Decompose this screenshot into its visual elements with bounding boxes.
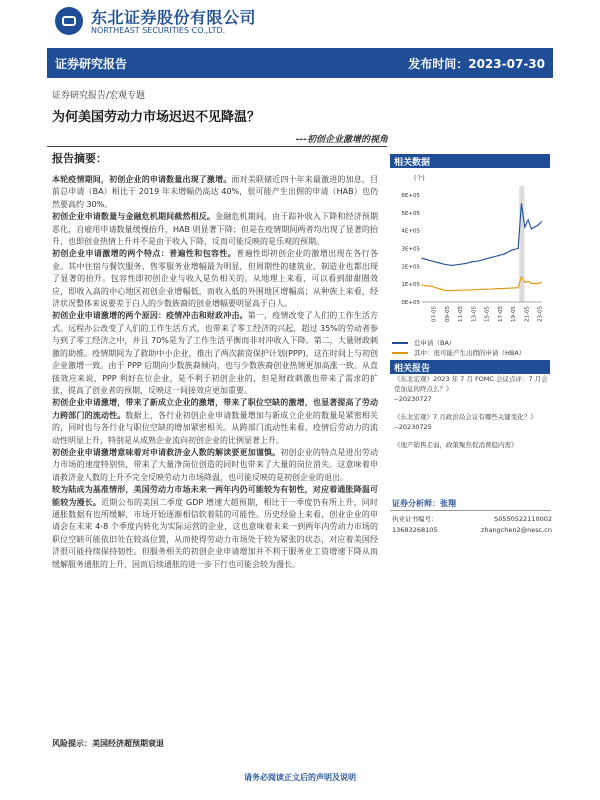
company-logo-icon bbox=[55, 7, 83, 35]
data-point bbox=[438, 262, 439, 263]
analyst-divider bbox=[390, 510, 550, 511]
paragraph bbox=[52, 211, 378, 248]
data-point bbox=[421, 258, 422, 259]
data-point bbox=[458, 290, 459, 291]
data-point bbox=[531, 283, 532, 284]
data-point bbox=[504, 253, 505, 254]
related-data-header bbox=[390, 154, 550, 168]
data-point bbox=[425, 285, 426, 286]
data-point bbox=[511, 250, 512, 251]
data-point bbox=[527, 219, 528, 220]
y-tick-label: 0E+05 bbox=[401, 300, 420, 306]
footer-disclaimer: 请务必阅读正文后的声明及说明 bbox=[244, 773, 356, 782]
related-data-label: 相关数据 bbox=[394, 158, 431, 168]
analyst-email[interactable]: zhangchen2@nesc.cn bbox=[480, 526, 552, 534]
data-point bbox=[484, 289, 485, 290]
x-tick-label: 11-05 bbox=[458, 306, 465, 322]
analyst-contact-row bbox=[392, 525, 552, 536]
x-tick-label: 13-05 bbox=[471, 306, 478, 322]
data-point bbox=[421, 284, 422, 285]
data-point bbox=[537, 225, 538, 226]
data-point bbox=[431, 286, 432, 287]
y-tick-label: 1E+05 bbox=[401, 282, 420, 289]
data-point bbox=[498, 288, 499, 289]
publish-date: 发布时间：2023-07-30 bbox=[408, 57, 545, 71]
paragraph-lead: 本轮疫情期间，初创企业的申请数量出现了激增。 bbox=[52, 175, 232, 184]
data-point bbox=[478, 260, 479, 261]
related-reports-list bbox=[394, 374, 554, 458]
related-report-item[interactable] bbox=[394, 412, 554, 432]
paragraph bbox=[52, 248, 378, 310]
analyst-cert-row bbox=[392, 514, 552, 525]
summary-heading: 报告摘要： bbox=[52, 152, 107, 165]
related-report-date: --20230725 bbox=[394, 423, 432, 431]
x-tick-label: 07-05 bbox=[431, 306, 438, 322]
company-logo bbox=[55, 4, 295, 40]
data-point bbox=[445, 264, 446, 265]
related-report-title[interactable]: 《地产销售走弱，政策聚焦促消费稳内需》 bbox=[394, 441, 518, 449]
report-body bbox=[52, 174, 378, 774]
data-point bbox=[425, 259, 426, 260]
analyst-cert-label: 执业证书编号： bbox=[392, 515, 438, 523]
x-tick-label: 23-05 bbox=[537, 306, 544, 322]
x-tick-label: 19-05 bbox=[511, 306, 518, 322]
chart-legend bbox=[392, 338, 552, 358]
y-tick-label: 3E+05 bbox=[401, 246, 420, 253]
related-report-title[interactable]: 《东北宏观》2023 年 7 月 FOMC 会议点评：7 月会是加息的终点么？》 bbox=[394, 375, 548, 393]
related-report-item[interactable] bbox=[394, 374, 554, 404]
related-report-title[interactable]: 《东北宏观》7 月政治局会议有哪些关键变化？》 bbox=[394, 413, 537, 421]
data-point bbox=[458, 264, 459, 265]
data-point bbox=[471, 261, 472, 262]
analyst-name: 证券分析师：张翔 bbox=[392, 499, 456, 508]
legend-swatch bbox=[392, 342, 408, 344]
data-point bbox=[451, 265, 452, 266]
data-point bbox=[464, 289, 465, 290]
data-point bbox=[524, 282, 525, 283]
data-point bbox=[498, 255, 499, 256]
y-tick-label: 5E+05 bbox=[401, 210, 420, 217]
paragraph bbox=[52, 484, 378, 571]
y-unit-label: (个) bbox=[414, 175, 425, 182]
related-report-date: --20230727 bbox=[394, 395, 432, 403]
data-point bbox=[511, 287, 512, 288]
data-point bbox=[534, 283, 535, 284]
paragraph-text: 金融危机期间，由于踪补收入下降和经济预期恶化，自雇用申请数量缓慢抬升，HAB 则显著下降；但是在疫情期间两者均出现了显著的抬升，也即创业热情上升并不是由于收入下降，反而可能反映的是乐观的预期。 bbox=[52, 212, 378, 247]
analyst-info bbox=[392, 514, 552, 536]
data-point bbox=[451, 290, 452, 291]
section-divider bbox=[47, 146, 387, 147]
report-banner bbox=[47, 48, 553, 78]
x-tick-label: 09-05 bbox=[444, 306, 451, 322]
data-point bbox=[491, 288, 492, 289]
data-point bbox=[464, 263, 465, 264]
data-point bbox=[518, 287, 519, 288]
data-point bbox=[431, 260, 432, 261]
legend-swatch bbox=[392, 352, 408, 354]
x-tick-label: 21-05 bbox=[524, 306, 531, 322]
legend-label: 总申请（BA） bbox=[414, 339, 456, 347]
analyst-phone: 13683268105 bbox=[392, 526, 438, 534]
paragraph-lead: 较为陆成为基准情形，美国劳动力市场未来一两年内仍可能较为有韧性，对应着通胀降温可能较为漫长。 bbox=[52, 485, 378, 507]
report-subtitle: ---初创企业激增的视角 bbox=[295, 135, 388, 145]
x-tick-label: 15-05 bbox=[484, 306, 491, 322]
company-name-en: NORTHEAST SECURITIES CO.,LTD. bbox=[91, 26, 226, 35]
related-report-item[interactable] bbox=[394, 440, 554, 450]
paragraph-text: 初创企业的特点是进出劳动力市场的速度特别快，带来了大量净岗位创造的同时也带来了大量的岗位消失。这意味着申请救济金人数的上升不完全反映劳动力市场降温，也可能反映的是初创企业的退出。 bbox=[52, 447, 378, 482]
data-point bbox=[518, 248, 519, 249]
data-point bbox=[527, 281, 528, 282]
risk-note: 风险提示：美国经济超预期衰退 bbox=[52, 739, 164, 748]
legend-label: 其中：很可能产生出佣的申请（HBA） bbox=[414, 349, 526, 357]
paragraph-text: 数据上，各行业初创企业申请数量增加与新成立企业的数量是紧密相关的，同时也与各行业与职位空缺的增加紧密相关。从跨部门流动性来看，疫情后劳动力的流动性明显上升，特别是从成熟企业流向初创企业的比例显著上升。 bbox=[52, 410, 378, 445]
paragraph-lead: 初创企业申请激增意味着对申请救济金人数的解读要更加谨慎。 bbox=[52, 447, 281, 457]
legend-item bbox=[392, 338, 552, 348]
data-point bbox=[471, 289, 472, 290]
data-point bbox=[478, 289, 479, 290]
breadcrumb: 证券研究报告/宏观专题 bbox=[52, 91, 146, 101]
paragraph bbox=[52, 447, 378, 484]
paragraph-text: 近期公布的美国二季度 GDP 增速大超预期，相比于一季度仍有所上升，同时通胀数据有也所缓解，市场开始逐渐相信软着陆的可能性。历史经验上来看，创业企业的申请会在未来 4-8 个季度内转化为实际运营的企业，这也意味着未来一到两年内劳动力市场的职位空缺可能依旧处在较高位置，从而使得劳动力市场处于较为紧张的状态，对应着美国经济很可能持续保持韧性。但服务相关的初创企业申请增加并不利于服务业工资增速下降从而缓解服务通胀的上升，因而后续通胀的进一步下行也可能会较为漫长。 bbox=[52, 497, 378, 569]
data-point bbox=[537, 283, 538, 284]
paragraph-text: 第一，疫情改变了人们的工作生活方式。远程办公改变了人们的工作生活方式，也带来了零工经济的兴起，超过 35%的劳动者参与到了零工经济之中，并且 70%是为了工作生活平衡而非对冲收入下降。第二，大量财政刺激的助推。疫情期间为了救助中小企业，推出了两次薪资保护计划(PPP)，这在时间上与初创企业激增一致。由于 PPP 后期向少数族裔倾向，也与少数族裔创业热情更加高涨一致。从直接效应来说，PPP 利好在位企业，是不利于初创企业的，但是财政刺激也带来了需求的扩张，提高了创业者的预期，反映这一间接效应更加重要。 bbox=[52, 311, 378, 395]
data-point bbox=[521, 203, 522, 204]
paragraph-text: 普遍性即初创企业的激增出现在各行各业。其中住宿与餐饮服务、售零服务业增幅最为明显，但周期性的建筑业、制造业也都出现了显著的抬升。包容性即初创企业与收入是负相关的。从地理上来看，可以看到甜甜圈效应，即收入高的中心地区初创企业增幅低，而收入低的外围地区增幅高；从种族上来看，经济状况整体来说要差于白人的少数族裔的创业增幅要明显高于白人。 bbox=[52, 249, 378, 309]
report-title: 为何美国劳动力市场迟迟不见降温？ bbox=[52, 110, 261, 125]
paragraph-lead: 初创企业申请激增，带来了新成立企业的激增，带来了职位空缺的激增，也显著提高了劳动力跨部门的流动性。 bbox=[52, 398, 378, 420]
data-point bbox=[491, 257, 492, 258]
data-point bbox=[531, 228, 532, 229]
paragraph-lead: 初创企业申请激增的两个原因：疫情冲击和财政冲击。 bbox=[52, 311, 248, 321]
data-point bbox=[445, 290, 446, 291]
y-tick-label: 2E+05 bbox=[401, 264, 420, 271]
paragraph bbox=[52, 397, 378, 447]
paragraph-text: 面对美联储近四十年来最激进的加息，目前总申请（BA）相比于 2019 年末增幅仍高达 40%，很可能产生出佣的申请（HAB）也仍然要高约 30%。 bbox=[52, 175, 378, 209]
paragraph bbox=[52, 310, 378, 397]
y-tick-label: 4E+05 bbox=[401, 228, 420, 235]
paragraph bbox=[52, 174, 378, 211]
paragraph-lead: 初创企业申请数量与金融危机期间截然相反。 bbox=[52, 212, 216, 222]
y-tick-label: 6E+05 bbox=[401, 192, 420, 199]
applications-chart bbox=[390, 170, 550, 338]
legend-item bbox=[392, 348, 552, 358]
report-type-label: 证券研究报告 bbox=[55, 57, 128, 71]
data-point bbox=[521, 276, 522, 277]
related-reports-header bbox=[390, 360, 550, 374]
data-point bbox=[484, 259, 485, 260]
data-point bbox=[504, 288, 505, 289]
data-point bbox=[534, 226, 535, 227]
data-point bbox=[524, 226, 525, 227]
x-tick-label: 17-05 bbox=[497, 306, 504, 322]
paragraph-lead: 初创企业申请激增的两个特点：普遍性和包容性。 bbox=[52, 249, 237, 259]
analyst-cert-number: S0550522110002 bbox=[494, 515, 552, 523]
data-point bbox=[438, 288, 439, 289]
data-point bbox=[541, 221, 542, 222]
related-reports-label: 相关报告 bbox=[394, 364, 431, 374]
company-name-cn: 东北证券股份有限公司 bbox=[91, 8, 257, 27]
data-point bbox=[541, 282, 542, 283]
